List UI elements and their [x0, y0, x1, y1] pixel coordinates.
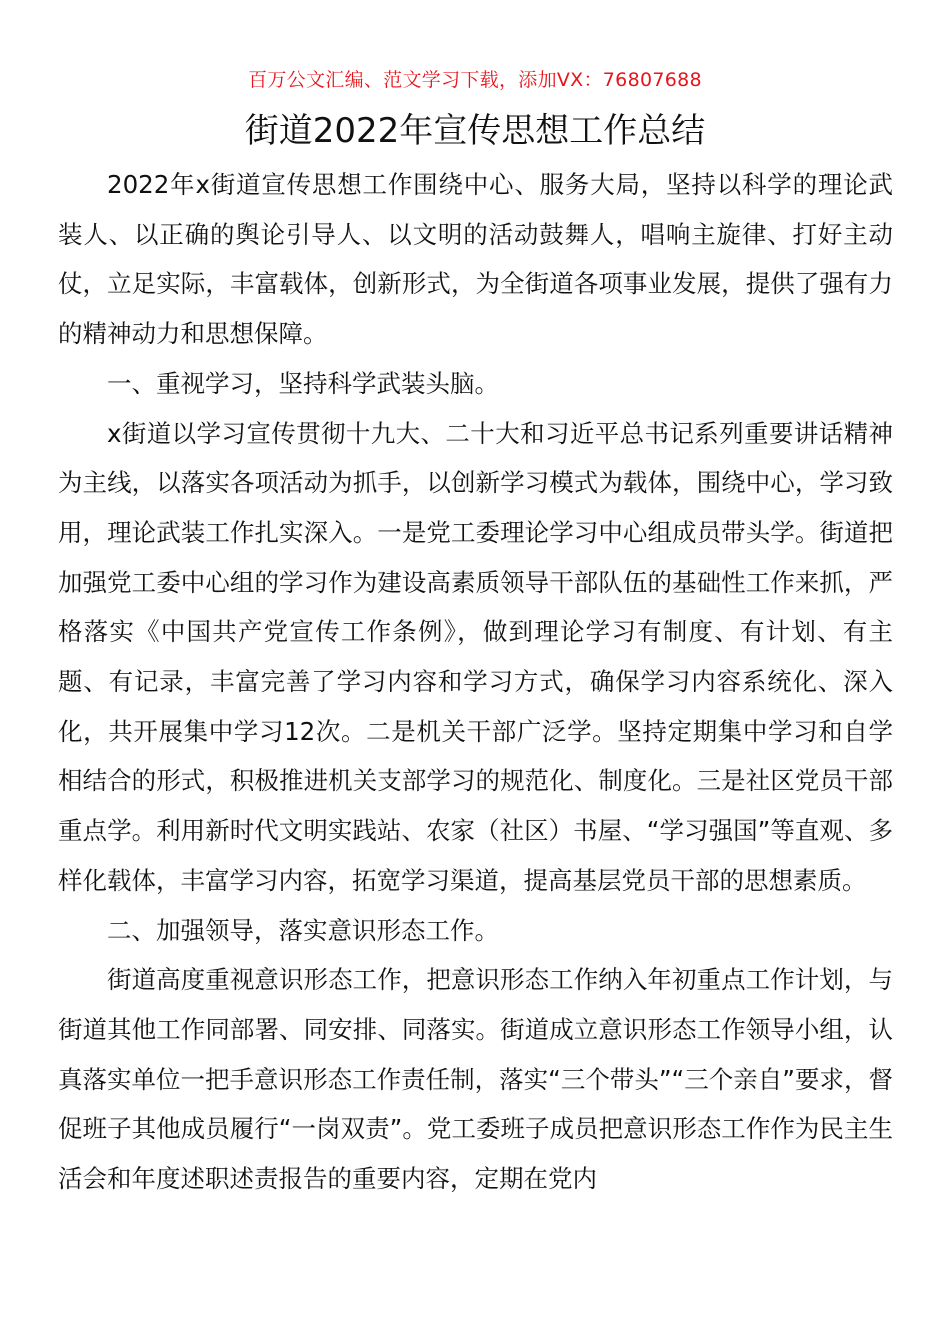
paragraph-section-1: x街道以学习宣传贯彻十九大、二十大和习近平总书记系列重要讲话精神为主线，以落实各项活动为抓手，以创新学习模式为载体，围绕中心，学习致用，理论武装工作扎实深入。一是党工委理论学习中心组成员带头学。街道把加强党工委中心组的学习作为建设高素质领导干部队伍的基础性工作来抓，严格落实《中国共产党宣传工作条例》，做到理论学习有制度、有计划、有主题、有记录，丰富完善了学习内容和学习方式，确保学习内容系统化、深入化，共开展集中学习12次。二是机关干部广泛学。坚持定期集中学习和自学相结合的形式，积极推进机关支部学习的规范化、制度化。三是社区党员干部重点学。利用新时代文明实践站、农家（社区）书屋、“学习强国”等直观、多样化载体，丰富学习内容，拓宽学习渠道，提高基层党员干部的思想素质。: [58, 418, 893, 895]
paragraph-section-2: 街道高度重视意识形态工作，把意识形态工作纳入年初重点工作计划，与街道其他工作同部署、同安排、同落实。街道成立意识形态工作领导小组，认真落实单位一把手意识形态工作责任制，落实“三个带头”“三个亲自”要求，督促班子其他成员履行“一岗双责”。党工委班子成员把意识形态工作作为民主生活会和年度述职述责报告的重要内容，定期在党内: [58, 965, 893, 1194]
header-note: 百万公文汇编、范文学习下载，添加VX：76807688: [248, 69, 702, 91]
paragraph-intro: 2022年x街道宣传思想工作围绕中心、服务大局，坚持以科学的理论武装人、以正确的舆论引导人、以文明的活动鼓舞人，唱响主旋律、打好主动仗，立足实际，丰富载体，创新形式，为全街道各项事业发展，提供了强有力的精神动力和思想保障。: [58, 170, 893, 349]
document-title: 街道2022年宣传思想工作总结: [244, 111, 706, 151]
section-heading-2: 二、加强领导，落实意识形态工作。: [107, 915, 499, 945]
document-body: [58, 160, 893, 1204]
section-heading-1: 一、重视学习，坚持科学武装头脑。: [107, 368, 499, 398]
